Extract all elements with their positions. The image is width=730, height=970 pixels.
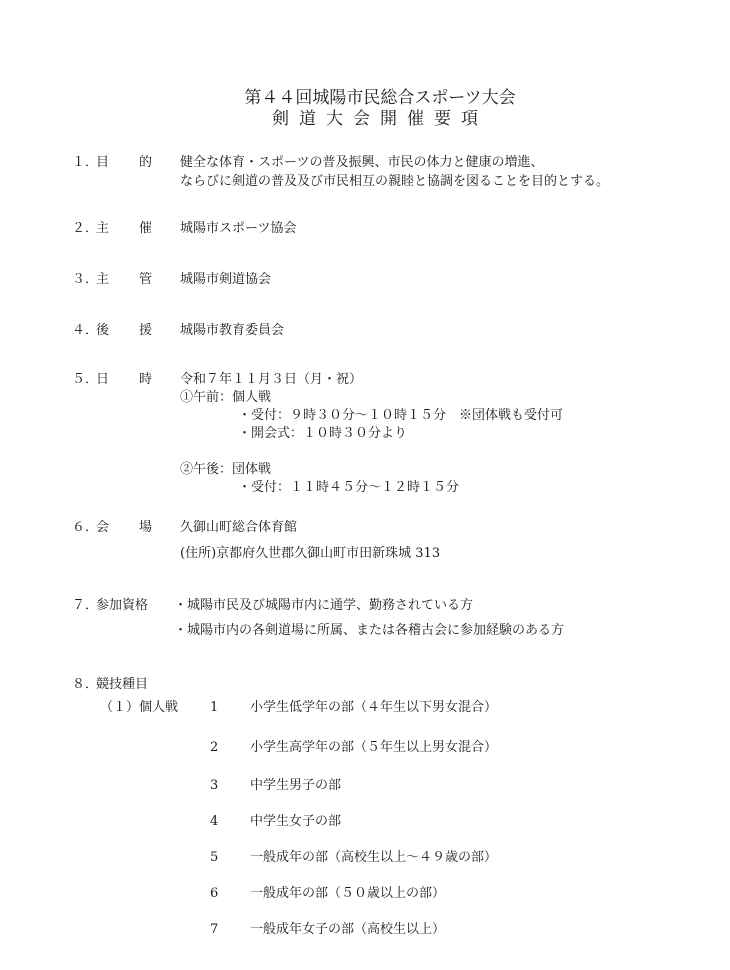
section-8-number: ８． xyxy=(72,677,99,692)
venue-address: (住所)京都府久世郡久御山町市田新珠城 313 xyxy=(180,546,441,561)
afternoon-session-title: ②午後：団体戦 xyxy=(180,462,272,477)
section-1-label xyxy=(96,155,152,171)
section-1-label-b: 的 xyxy=(138,155,152,170)
section-3-label-a: 主 xyxy=(96,272,110,287)
opening-ceremony: ・開会式：１０時３０分より xyxy=(238,426,408,441)
venue-name: 久御山町総合体育館 xyxy=(180,520,298,535)
section-3-value: 城陽市剣道協会 xyxy=(180,272,272,287)
individual-event-label: （１）個人戦 xyxy=(100,700,179,715)
event-item-number: 6 xyxy=(210,886,219,901)
section-3-number: ３． xyxy=(72,272,99,287)
section-6-label-b: 場 xyxy=(138,520,152,535)
section-7-number: ７． xyxy=(72,598,99,613)
section-5-label-b: 時 xyxy=(138,372,152,387)
section-4-number: ４． xyxy=(72,323,99,338)
section-5-label xyxy=(96,372,152,388)
section-5-number: ５． xyxy=(72,372,99,387)
section-4-label-b: 援 xyxy=(138,323,152,338)
section-4-label xyxy=(96,323,152,339)
section-7-label: 参加資格 xyxy=(96,598,149,613)
morning-session-title: ①午前：個人戦 xyxy=(180,390,272,405)
section-3-label xyxy=(96,272,152,288)
section-1-number: １． xyxy=(72,155,99,170)
event-item-text: 中学生女子の部 xyxy=(250,814,342,829)
section-6-label xyxy=(96,520,152,536)
event-item-text: 一般成年の部（高校生以上～４９歳の部） xyxy=(250,850,498,865)
section-2-label xyxy=(96,221,152,237)
section-2-label-b: 催 xyxy=(138,221,152,236)
section-2-number: ２． xyxy=(72,221,99,236)
event-item-number: 7 xyxy=(210,922,219,937)
section-4-value: 城陽市教育委員会 xyxy=(180,323,285,338)
section-6-number: ６． xyxy=(72,520,99,535)
document-title: 第４４回城陽市民総合スポーツ大会 xyxy=(244,88,516,108)
section-2-label-a: 主 xyxy=(96,221,110,236)
qualification-2: ・城陽市内の各剣道場に所属、または各稽古会に参加経験のある方 xyxy=(174,623,565,638)
section-4-label-a: 後 xyxy=(96,323,110,338)
event-item-text: 小学生高学年の部（５年生以上男女混合） xyxy=(250,740,498,755)
document-subtitle: 剣道大会開催要項 xyxy=(272,109,488,129)
event-item-number: 3 xyxy=(210,778,219,793)
section-2-value: 城陽市スポーツ協会 xyxy=(180,221,297,236)
event-date: 令和７年１１月３日（月・祝） xyxy=(180,372,363,387)
section-1-label-a: 目 xyxy=(96,155,110,170)
event-item-number: 4 xyxy=(210,814,219,829)
section-8-label: 競技種目 xyxy=(96,677,149,692)
section-6-label-a: 会 xyxy=(96,520,110,535)
event-item-number: 2 xyxy=(210,740,219,755)
event-item-text: 小学生低学年の部（４年生以下男女混合） xyxy=(250,700,498,715)
event-item-text: 一般成年女子の部（高校生以上） xyxy=(250,922,446,937)
event-item-text: 一般成年の部（５０歳以上の部） xyxy=(250,886,446,901)
section-3-label-b: 管 xyxy=(138,272,152,287)
section-5-label-a: 日 xyxy=(96,372,110,387)
event-item-number: 5 xyxy=(210,850,219,865)
afternoon-reception: ・受付：１１時４５分～１２時１５分 xyxy=(238,480,460,495)
section-1-line-1: 健全な体育・スポーツの普及振興、市民の体力と健康の増進、 xyxy=(180,155,544,170)
qualification-1: ・城陽市民及び城陽市内に通学、勤務されている方 xyxy=(174,598,474,613)
event-item-number: 1 xyxy=(210,700,219,715)
section-1-line-2: ならびに剣道の普及及び市民相互の親睦と協調を図ることを目的とする。 xyxy=(180,174,610,189)
event-item-text: 中学生男子の部 xyxy=(250,778,342,793)
morning-reception: ・受付：９時３０分～１０時１５分 ※団体戦も受付可 xyxy=(238,408,564,423)
